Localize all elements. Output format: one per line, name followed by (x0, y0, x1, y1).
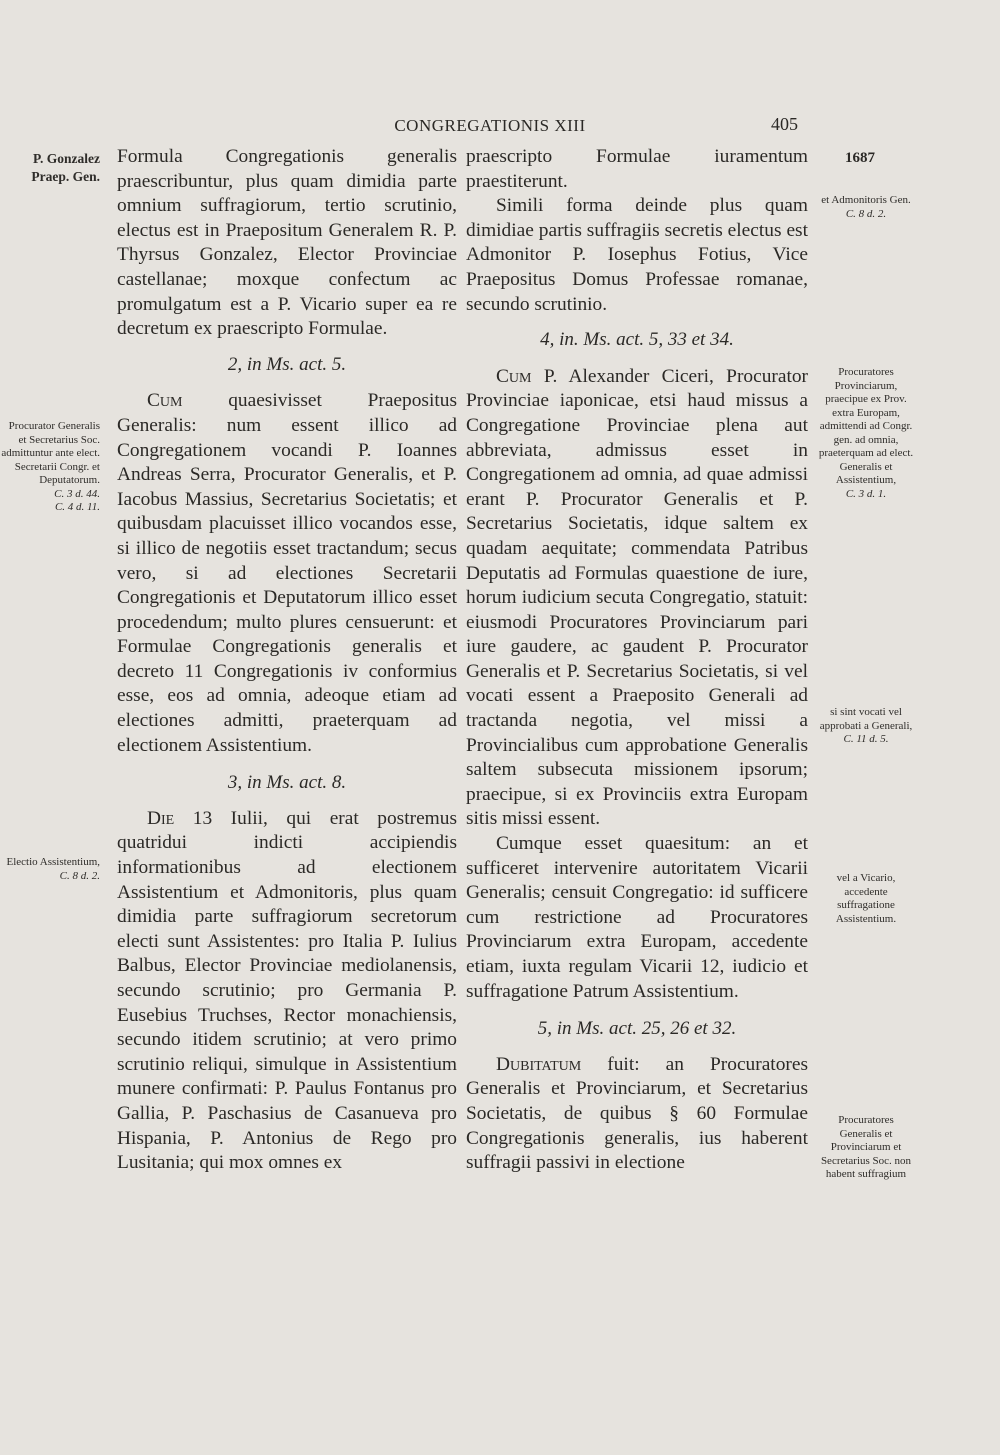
margin-note-electio (0, 856, 100, 883)
paragraph (117, 389, 457, 758)
margin-note-text: et Admonitoris Gen. (821, 194, 911, 206)
margin-note-ref: C. 11 d. 5. (843, 733, 889, 745)
paragraph-text: P. Alexander Ciceri, Procurator Provinciae iaponicae, etsi haud missus a Congregatione Provinciae plena aut abbreviata, admissus esset in Congregationem ad omnia, ad quae admissi erant P. Procurator Generalis et P. Secretarius Societatis, idque saltem ex quadam aequitate; commendata Patribus Deputatis ad Formulas quaestione de iure, horum iudicium secuta Congregatio, statuit: eiusmodi Procuratores Provinciarum pari iure gaudere, ac gaudent P. Procurator Generalis et P. Secretarius Societatis, si vel vocati essent a Praeposito Generali ad tractanda negotia, vel missi a Provincialibus cum approbatione Generalis saltem subsecuta missionem ipsorum; praecipue, si ex Provinciis extra Europam sitis missi essent. (466, 365, 808, 830)
margin-note-ref: C. 3 d. 1. (845, 487, 887, 500)
margin-note-suffragium: Procuratores Generalis et Provinciarum et Secretarius Soc. non habent suffragium (820, 1114, 912, 1180)
left-column (117, 145, 457, 1176)
section-heading: 5, in Ms. act. 25, 26 et 32. (537, 1018, 737, 1040)
lead-word: Dubitatum (496, 1053, 582, 1075)
margin-note-text: Procurator Generalis et Secretarius Soc. admittuntur ante elect. Secretarii Congr. et Deputatorum. (1, 420, 100, 486)
paragraph (117, 807, 457, 1176)
margin-year: 1687 (845, 150, 875, 166)
section-heading: 4, in. Ms. act. 5, 33 et 34. (540, 329, 734, 351)
margin-note-ref: C. 4 d. 11. (54, 501, 100, 513)
paragraph: Cumque esset quaesitum: an et sufficeret intervenire autoritatem Vicarii Generalis; censuit Congregatio: id sufficere cum restrictione ad Procuratores Provinciarum extra Europam, accedente etiam, iuxta regulam Vicarii 12, iudicio et suffragatione Patrum Assistentium. (466, 833, 808, 1002)
lead-word: Cum (147, 390, 183, 412)
paragraph-text: 13 Iulii, qui erat postremus quatridui indicti accipiendis informationibus ad electionem Assistentium et Admonitoris, plus quam dimidia parte suffragiorum secretorum electi sunt Assistentes: pro Italia P. Iulius Balbus, Elector Provinciae mediolanensis, secundo scrutinio; pro Germania P. Eusebius Truchses, Rector monachiensis, secundo itidem scrutinio; at vero primo scrutinio reliqui, simulque in Assistentium munere confirmati: P. Paulus Fontanus pro Gallia, P. Paschasius de Casanueva pro Hispania, P. Antonius de Rego pro Lusitania; qui mox omnes ex (117, 807, 457, 1174)
margin-note-text: si sint vocati vel approbati a Generali, (819, 706, 913, 732)
section-heading: 2, in Ms. act. 5. (227, 353, 347, 375)
paragraph (466, 1053, 808, 1176)
section-heading: 3, in Ms. act. 8. (227, 772, 347, 794)
paragraph: praescripto Formulae iuramentum praestiterunt. (466, 146, 808, 192)
paragraph (466, 365, 808, 832)
lead-word: Cum (496, 365, 532, 387)
margin-note-ref: C. 8 d. 2. (59, 869, 100, 882)
right-column (466, 145, 808, 1176)
margin-note-vicario: vel a Vicario, accedente suffragatione Assistentium. (835, 872, 897, 925)
margin-note-ref: C. 8 d. 2. (845, 207, 887, 220)
paragraph-text: fuit: an Procuratores Generalis et Provinciarum, et Secretarius Societatis, de quibus § 60 Formulae Congregationis generalis, ius haberent suffragii passivi in electione (466, 1053, 808, 1174)
margin-note-procuratores (816, 366, 916, 501)
margin-note-admonitor (816, 194, 916, 221)
paragraph-text: quaesivisset Praepositus Generalis: num essent illico ad Congregationem vocandi P. Ioannes Andreas Serra, Procurator Generalis, et P. Iacobus Massius, Secretarius Societatis; et quibusdam placuisset illico vocandos esse, si illico de negotiis esset tractandum; secus vero, si ad electiones Secretarii Congregationis et Deputatorum illico esset procedendum; multo plures censuerunt: et Formulae Congregationis generalis et decreto 11 Congregationis iv conformius esse, eos ad omnia, adeoque etiam ad electiones admitti, praeterquam ad electionem Assistentium. (117, 390, 457, 756)
running-head: CONGREGATIONIS XIII (394, 116, 586, 135)
margin-note-procurator (0, 420, 100, 515)
margin-note-ref: C. 3 d. 44. (54, 487, 100, 500)
paragraph: Simili forma deinde plus quam dimidiae partis suffragiis secretis electus est Admonitor P. Iosephus Fotius, Vice Praepositus Domus Professae romanae, secundo scrutinio. (466, 195, 808, 315)
margin-note-vocati (816, 706, 916, 747)
paragraph: Formula Congregationis generalis praescribuntur, plus quam dimidia parte omnium suffragiorum, tertio scrutinio, electus est in Praepositum Generalem R. P. Thyrsus Gonzalez, Elector Provinciae castellanae; moxque confectum ac promulgatum est a P. Vicario super ea re decretum ex praescripto Formulae. (117, 146, 457, 340)
lead-word: Die (147, 807, 175, 829)
margin-note-text: Electio Assistentium, (6, 856, 100, 868)
margin-note-text: Procuratores Provinciarum, praecipue ex Prov. extra Europam, admittendi ad Congr. gen. ad omnia, praeterquam ad elect. Generalis et Assistentium, (818, 366, 914, 486)
page-number: 405 (771, 114, 798, 134)
margin-head-note: P. Gonzalez Praep. Gen. (31, 151, 100, 184)
